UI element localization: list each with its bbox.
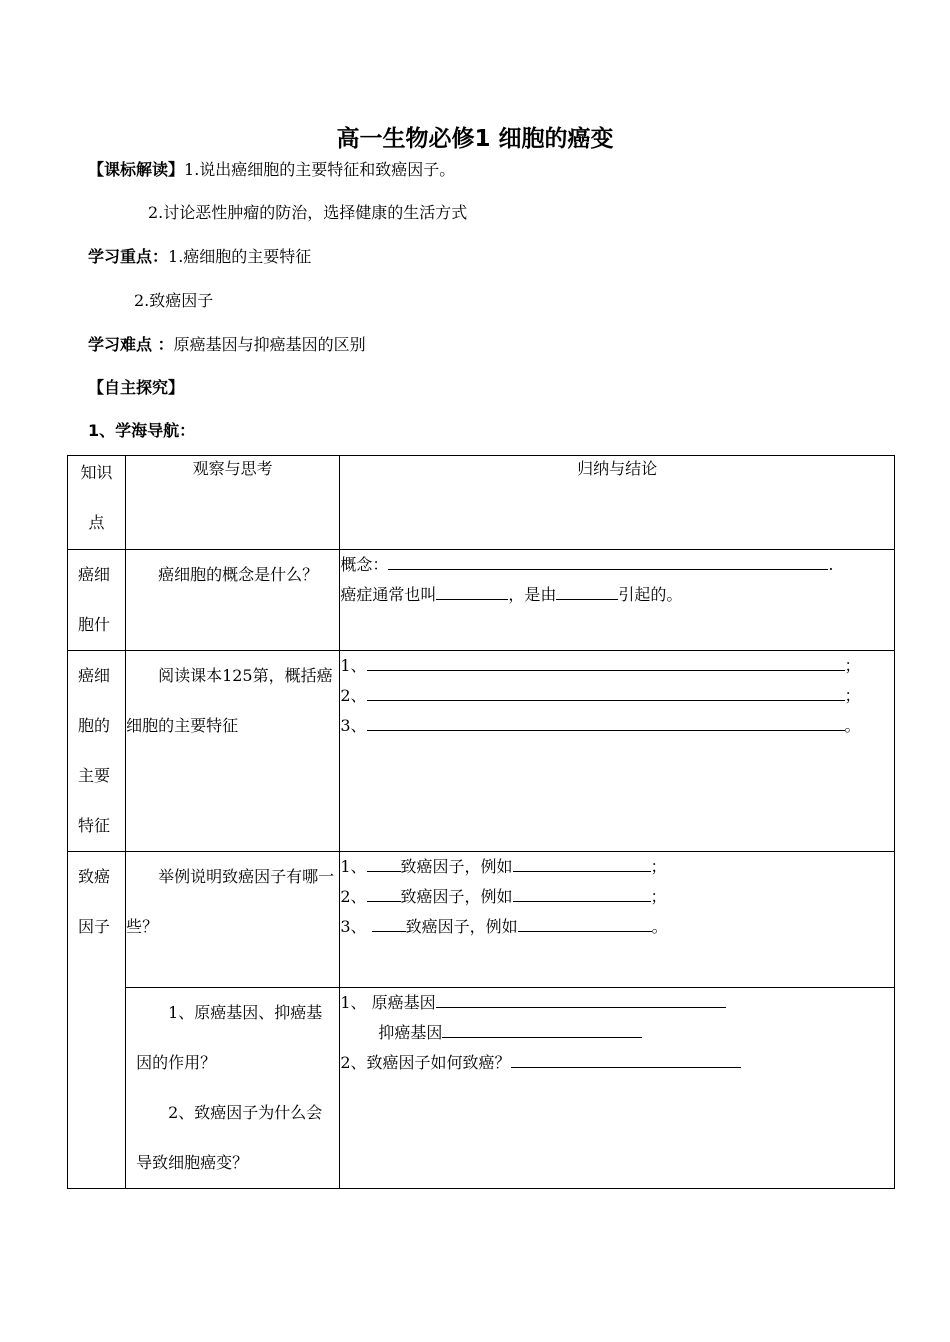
row4-question-1: 1、原癌基因、抑癌基因的作用？ <box>136 1003 323 1072</box>
row2-question: 阅读课本125第，概括癌细胞的主要特征 <box>126 651 340 852</box>
row2-knowledge-line: 主要 <box>78 766 111 785</box>
carcinogen-end: 。 <box>651 917 668 936</box>
concept-blank[interactable] <box>388 551 828 570</box>
difficulty-text: 原癌基因与抑癌基因的区别 <box>173 335 366 354</box>
carcinogen-label: 致癌因子，例如 <box>400 857 513 876</box>
carcinogen-example-blank[interactable] <box>518 913 652 932</box>
row4-question-2: 2、致癌因子为什么会导致细胞癌变？ <box>136 1103 323 1172</box>
row1-question: 癌细胞的概念是什么？ <box>126 550 340 651</box>
key-point-1: 1.癌细胞的主要特征 <box>168 247 312 266</box>
carcinogen-num: 1、 <box>340 857 367 876</box>
carcinogen-end: ； <box>650 857 667 876</box>
tumor-suppressor-blank[interactable] <box>442 1019 642 1038</box>
carcinogen-item <box>340 852 894 882</box>
gene-answer-num: 1、 <box>340 993 372 1012</box>
row2-answer <box>340 651 895 852</box>
carcinogen-item <box>340 912 894 942</box>
concept-label: 概念： <box>340 555 389 574</box>
table-row <box>68 651 895 852</box>
row1-knowledge-line: 胞什 <box>78 615 111 634</box>
header-knowledge <box>68 456 126 550</box>
row3-question: 举例说明致癌因子有哪一些？ <box>126 852 340 988</box>
row2-knowledge <box>68 651 126 852</box>
carcinogen-type-blank[interactable] <box>367 853 401 872</box>
feature-end: ； <box>844 656 861 675</box>
carcinogen-label: 致癌因子，例如 <box>405 917 518 936</box>
row2-knowledge-line: 特征 <box>78 816 111 835</box>
feature-blank[interactable] <box>367 712 845 731</box>
proto-oncogene-label: 原癌基因 <box>371 993 436 1012</box>
row1-knowledge <box>68 550 126 651</box>
feature-num: 2、 <box>340 686 367 705</box>
feature-num: 1、 <box>340 656 367 675</box>
row1-answer <box>340 550 895 651</box>
header-conclude: 归纳与结论 <box>340 456 895 550</box>
carcinogen-type-blank[interactable] <box>367 883 401 902</box>
header-knowledge-line: 知识 <box>80 463 113 482</box>
feature-blank[interactable] <box>367 652 845 671</box>
row4-answer <box>340 988 895 1189</box>
carcinogen-num: 2、 <box>340 887 367 906</box>
table-row <box>68 550 895 651</box>
row3-knowledge-line: 因子 <box>78 917 111 936</box>
cancer-cause-label: ，是由 <box>508 585 557 604</box>
carcinogen-end: ； <box>650 887 667 906</box>
table-header-row <box>68 456 895 550</box>
feature-end: 。 <box>844 716 861 735</box>
carcinogen-example-blank[interactable] <box>513 853 651 872</box>
carcinogenesis-question: 2、致癌因子如何致癌？ <box>340 1053 511 1072</box>
carcinogen-item <box>340 882 894 912</box>
key-points-label: 学习重点： <box>88 247 169 266</box>
difficulty-line <box>88 332 366 355</box>
header-observe: 观察与思考 <box>126 456 340 550</box>
row1-knowledge-line: 癌细 <box>78 565 111 584</box>
table-row <box>68 852 895 988</box>
row2-knowledge-line: 胞的 <box>78 716 111 735</box>
feature-item <box>340 711 894 741</box>
concept-end: . <box>828 555 834 574</box>
feature-item <box>340 681 894 711</box>
row2-knowledge-line: 癌细 <box>78 666 111 685</box>
cancer-cause-blank[interactable] <box>556 581 618 600</box>
carcinogen-type-blank[interactable] <box>372 913 406 932</box>
feature-blank[interactable] <box>367 682 845 701</box>
tumor-suppressor-label: 抑癌基因 <box>378 1023 443 1042</box>
table-row <box>68 988 895 1189</box>
carcinogenesis-blank[interactable] <box>511 1049 741 1068</box>
row3-knowledge <box>68 852 126 1189</box>
nav-heading: 1、学海导航： <box>88 421 196 440</box>
header-knowledge-line: 点 <box>88 513 105 532</box>
proto-oncogene-blank[interactable] <box>436 989 726 1008</box>
self-study-heading: 【自主探究】 <box>88 378 185 397</box>
carcinogen-example-blank[interactable] <box>513 883 651 902</box>
study-table <box>67 455 895 1189</box>
difficulty-label: 学习难点 ： <box>88 335 174 354</box>
row3-knowledge-line: 致癌 <box>78 867 111 886</box>
feature-end: ； <box>844 686 861 705</box>
row4-questions <box>126 988 340 1189</box>
curriculum-item-2: 2.讨论恶性肿瘤的防治，选择健康的生活方式 <box>148 203 468 222</box>
cancer-alias-blank[interactable] <box>436 581 508 600</box>
curriculum-label: 【课标解读】 <box>88 160 185 179</box>
cancer-alias-label: 癌症通常也叫 <box>340 585 437 604</box>
feature-item <box>340 651 894 681</box>
cancer-cause-end: 引起的。 <box>618 585 683 604</box>
carcinogen-label: 致癌因子，例如 <box>400 887 513 906</box>
page-title: 高一生物必修1 细胞的癌变 <box>336 126 614 152</box>
key-points-line <box>88 244 311 267</box>
carcinogen-num: 3、 <box>340 917 372 936</box>
curriculum-item-1: 1.说出癌细胞的主要特征和致癌因子。 <box>184 160 456 179</box>
row3-answer <box>340 852 895 988</box>
key-point-2: 2.致癌因子 <box>134 291 214 310</box>
feature-num: 3、 <box>340 716 367 735</box>
curriculum-line <box>88 157 455 180</box>
